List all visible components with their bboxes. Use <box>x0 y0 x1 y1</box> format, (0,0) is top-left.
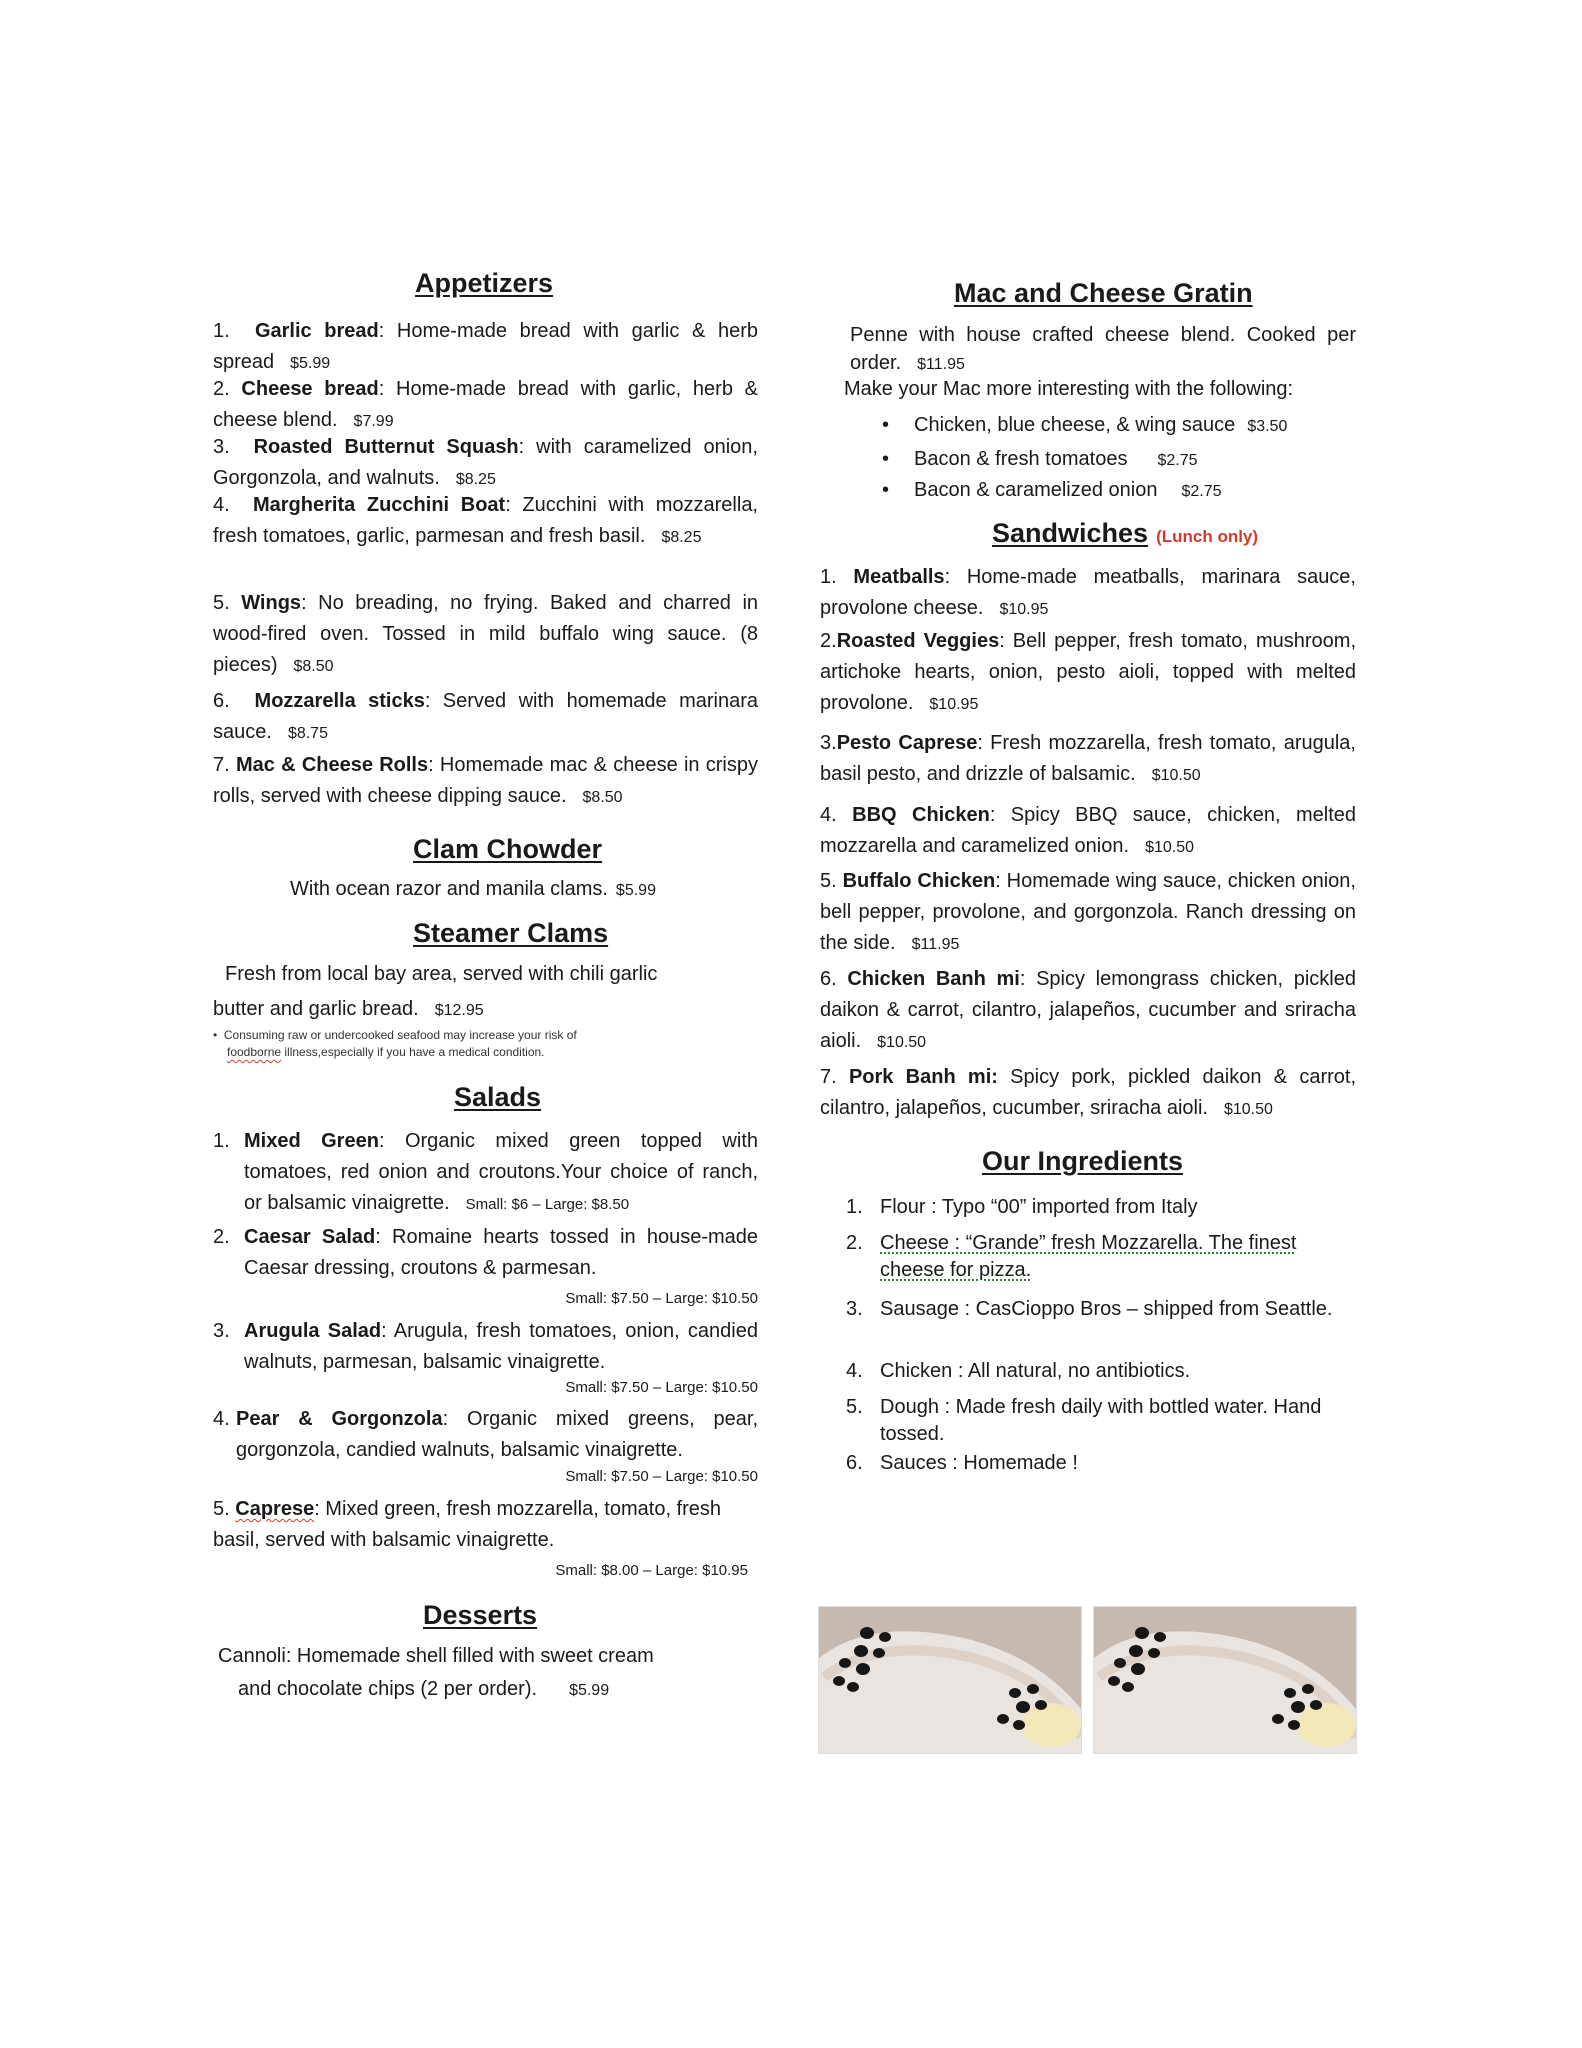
appetizer-item-1: 1. Garlic bread: Home-made bread with garlic & herb spread $5.99 <box>213 320 758 373</box>
item-name: Roasted Butternut Squash <box>253 436 519 458</box>
sandwich-item-5: 5. Buffalo Chicken: Homemade wing sauce, chicken onion, bell pepper, provolone, and gorgonzola. Ranch dressing on the side. $11.95 <box>820 870 1356 954</box>
addon-price: $3.50 <box>1247 418 1288 435</box>
addon-price: $2.75 <box>1157 452 1198 469</box>
item-name: Caprese <box>235 1498 315 1520</box>
item-price: $7.99 <box>353 413 394 430</box>
mac-cheese-heading: Mac and Cheese Gratin <box>954 278 1253 308</box>
clam-chowder-desc: With ocean razor and manila clams. $5.99 <box>290 878 656 900</box>
item-name: Mozzarella sticks <box>254 690 425 712</box>
appetizer-item-4: 4. Margherita Zucchini Boat: Zucchini with mozzarella, fresh tomatoes, garlic, parmesan and fresh basil. $8.25 <box>213 494 758 547</box>
desserts-line-2: and chocolate chips (2 per order). $5.99 <box>238 1678 610 1700</box>
appetizer-item-5: 5. Wings: No breading, no frying. Baked and charred in wood-fired oven. Tossed in mild buffalo wing sauce. (8 pieces) $8.50 <box>213 592 759 676</box>
item-name: Arugula Salad <box>244 1320 382 1342</box>
appetizer-item-2: 2. Cheese bread: Home-made bread with garlic, herb & cheese blend. $7.99 <box>213 378 759 431</box>
clam-chowder-price: $5.99 <box>615 882 656 899</box>
item-price: $11.95 <box>911 936 960 953</box>
ingredient-item-1: 1. Flour : Typo “00” imported from Italy <box>846 1196 1198 1218</box>
appetizer-item-7: 7. Mac & Cheese Rolls: Homemade mac & cheese in crispy rolls, served with cheese dipping sauce. $8.50 <box>213 754 758 807</box>
desserts-line-1: Cannoli: Homemade shell filled with sweet cream <box>218 1645 654 1667</box>
item-price: $8.75 <box>287 725 328 742</box>
item-name: Buffalo Chicken <box>842 870 996 892</box>
steamer-clams-line-2: butter and garlic bread. $12.95 <box>213 998 484 1020</box>
salad-item-5: 5. Caprese: Mixed green, fresh mozzarella, tomato, fresh basil, served with balsamic vinaigrette. <box>213 1498 722 1551</box>
cannoli-photo-2 <box>1093 1606 1357 1754</box>
mac-addon-2: • Bacon & fresh tomatoes $2.75 <box>882 448 1198 470</box>
desserts-heading: Desserts <box>423 1600 538 1630</box>
item-name: Pork Banh mi: <box>848 1066 998 1088</box>
salad-3-sizes: Small: $7.50 – Large: $10.50 <box>565 1379 758 1396</box>
ingredients-heading: Our Ingredients <box>982 1146 1184 1176</box>
salad-item-4: 4. Pear & Gorgonzola: Organic mixed greens, pear, gorgonzola, candied walnuts, balsamic vinaigrette. <box>213 1408 759 1461</box>
item-price: $10.50 <box>1145 839 1194 856</box>
item-name: Meatballs <box>853 566 945 588</box>
sandwich-item-4: 4. BBQ Chicken: Spicy BBQ sauce, chicken, melted mozzarella and caramelized onion. $10.50 <box>820 804 1356 857</box>
item-price: $10.50 <box>1151 767 1201 784</box>
salads-heading: Salads <box>454 1082 542 1112</box>
appetizer-item-6: 6. Mozzarella sticks: Served with homemade marinara sauce. $8.75 <box>213 690 758 743</box>
steamer-clams-price: $12.95 <box>434 1002 484 1019</box>
cannoli-photo-icon <box>819 1607 1081 1753</box>
item-name: Margherita Zucchini Boat <box>252 494 506 516</box>
lunch-only-note: (Lunch only) <box>1156 527 1259 546</box>
salad-2-sizes: Small: $7.50 – Large: $10.50 <box>565 1290 758 1307</box>
cannoli-photo-1 <box>818 1606 1082 1754</box>
mac-cheese-desc: Penne with house crafted cheese blend. Cooked per order. $11.95 <box>850 324 1356 374</box>
salad-item-2: 2. Caesar Salad: Romaine hearts tossed in house-made Caesar dressing, croutons & parmesan. <box>213 1226 759 1279</box>
salad-4-sizes: Small: $7.50 – Large: $10.50 <box>565 1468 758 1485</box>
item-name: Caesar Salad <box>244 1226 376 1248</box>
item-price: $8.50 <box>293 658 334 675</box>
salad-5-sizes: Small: $8.00 – Large: $10.95 <box>555 1562 748 1579</box>
sandwiches-heading: Sandwiches (Lunch only) <box>992 518 1259 548</box>
ingredient-item-4: 4. Chicken : All natural, no antibiotics. <box>846 1360 1191 1382</box>
salad-item-1: 1. Mixed Green: Organic mixed green topped with tomatoes, red onion and croutons.Your choice of ranch, or balsamic vinaigrette. Small: $6 – Large: $8.50 <box>213 1130 758 1214</box>
sandwich-item-3: 3.Pesto Caprese: Fresh mozzarella, fresh tomato, arugula, basil pesto, and drizzle of balsamic. $10.50 <box>820 732 1356 785</box>
item-price: $5.99 <box>290 355 331 372</box>
desserts-price: $5.99 <box>569 1682 610 1699</box>
sandwich-item-6: 6. Chicken Banh mi: Spicy lemongrass chicken, pickled daikon & carrot, cilantro, jalapeños, cucumber and sriracha aioli. $10.50 <box>820 968 1356 1052</box>
item-name: BBQ Chicken <box>852 804 990 826</box>
sandwich-item-7: 7. Pork Banh mi: Spicy pork, pickled daikon & carrot, cilantro, jalapeños, cucumber, sriracha aioli. $10.50 <box>820 1066 1357 1119</box>
clam-chowder-heading: Clam Chowder <box>413 834 603 864</box>
steamer-clams-heading: Steamer Clams <box>413 918 609 948</box>
addon-price: $2.75 <box>1181 483 1222 500</box>
ingredient-item-6: 6. Sauces : Homemade ! <box>846 1452 1078 1474</box>
steamer-clams-line-1: Fresh from local bay area, served with chili garlic <box>225 963 658 985</box>
ingredient-item-3: 3. Sausage : CasCioppo Bros – shipped from Seattle. <box>846 1298 1333 1320</box>
seafood-advisory-note: • Consuming raw or undercooked seafood may increase your risk of foodborne illness,especially if you have a medical condition. <box>213 1028 577 1059</box>
item-price: $10.95 <box>999 601 1049 618</box>
item-name: Chicken Banh mi <box>847 968 1020 990</box>
item-price: $10.50 <box>1223 1101 1273 1118</box>
salad-item-3: 3. Arugula Salad: Arugula, fresh tomatoes, onion, candied walnuts, parmesan, balsamic vinaigrette. <box>213 1320 758 1373</box>
sandwich-item-1: 1. Meatballs: Home-made meatballs, marinara sauce, provolone cheese. $10.95 <box>820 566 1356 619</box>
item-price: $10.50 <box>877 1034 927 1051</box>
cannoli-photo-icon <box>1094 1607 1356 1753</box>
item-name: Roasted Veggies <box>836 630 1000 652</box>
item-price: $8.25 <box>455 471 496 488</box>
item-name: Wings <box>241 592 302 614</box>
item-sizes: Small: $6 – Large: $8.50 <box>465 1196 630 1213</box>
item-price: $10.95 <box>929 696 979 713</box>
mac-cheese-price: $11.95 <box>917 356 965 373</box>
sandwich-item-2: 2.Roasted Veggies: Bell pepper, fresh tomato, mushroom, artichoke hearts, onion, pesto aioli, topped with melted provolone. $10.95 <box>820 630 1356 714</box>
ingredient-item-5: 5. Dough : Made fresh daily with bottled water. Hand tossed. <box>846 1396 1322 1445</box>
item-price: $8.25 <box>661 529 702 546</box>
mac-addon-3: • Bacon & caramelized onion $2.75 <box>882 479 1222 501</box>
appetizers-heading: Appetizers <box>415 268 554 298</box>
mac-addon-1: • Chicken, blue cheese, & wing sauce $3.50 <box>882 414 1288 436</box>
ingredient-item-2: 2. Cheese : “Grande” fresh Mozzarella. The finest cheese for pizza. <box>846 1232 1297 1281</box>
item-name: Cheese bread <box>241 378 379 400</box>
item-name: Pear & Gorgonzola <box>236 1408 443 1430</box>
item-name: Mac & Cheese Rolls <box>235 754 429 776</box>
item-name: Pesto Caprese <box>836 732 978 754</box>
item-price: $8.50 <box>582 789 623 806</box>
appetizer-item-3: 3. Roasted Butternut Squash: with caramelized onion, Gorgonzola, and walnuts. $8.25 <box>213 436 758 489</box>
mac-cheese-intro: Make your Mac more interesting with the following: <box>844 378 1294 400</box>
item-name: Mixed Green <box>244 1130 379 1152</box>
item-name: Garlic bread <box>254 320 379 342</box>
